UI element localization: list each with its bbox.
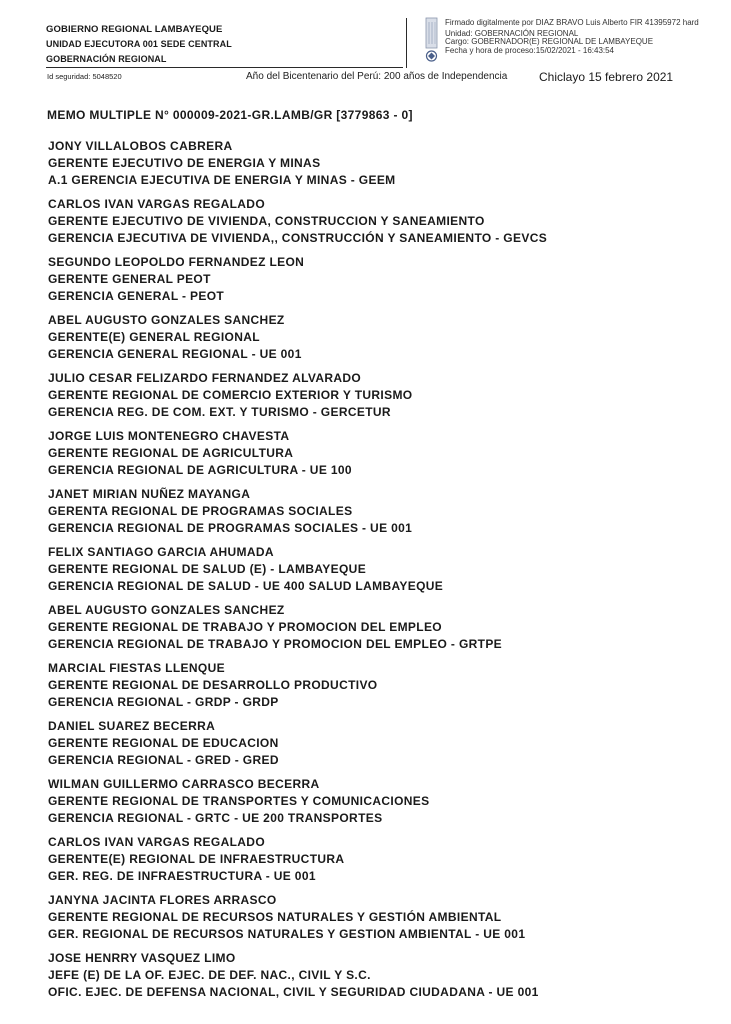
recipient-block: [48, 892, 728, 950]
recipient-position: GERENTE REGIONAL DE AGRICULTURA: [48, 446, 294, 460]
organization-header: [46, 22, 401, 67]
recipient-name: SEGUNDO LEOPOLDO FERNANDEZ LEON: [48, 255, 305, 269]
recipient-block: [48, 254, 728, 312]
document-date: Chiclayo 15 febrero 2021: [539, 70, 674, 84]
recipient-name: JONY VILLALOBOS CABRERA: [48, 139, 233, 153]
recipient-name: JANET MIRIAN NUÑEZ MAYANGA: [48, 487, 251, 501]
recipient-block: [48, 602, 728, 660]
recipient-block: [48, 486, 728, 544]
org-name: GOBIERNO REGIONAL LAMBAYEQUE: [46, 24, 223, 35]
recipient-position: GERENTE REGIONAL DE RECURSOS NATURALES Y GESTIÓN AMBIENTAL: [48, 910, 502, 924]
recipient-block: [48, 834, 728, 892]
recipient-unit: GERENCIA REGIONAL - GRED - GRED: [48, 753, 279, 767]
recipient-name: ABEL AUGUSTO GONZALES SANCHEZ: [48, 313, 285, 327]
recipient-position: JEFE (E) DE LA OF. EJEC. DE DEF. NAC., CIVIL Y S.C.: [48, 968, 371, 982]
recipient-position: GERENTE REGIONAL DE DESARROLLO PRODUCTIVO: [48, 678, 378, 692]
recipient-block: [48, 950, 728, 1008]
recipient-position: GERENTE REGIONAL DE TRABAJO Y PROMOCION DEL EMPLEO: [48, 620, 442, 634]
recipient-name: WILMAN GUILLERMO CARRASCO BECERRA: [48, 777, 320, 791]
signature-role: Cargo: GOBERNADOR(E) REGIONAL DE LAMBAYEQUE: [445, 37, 654, 47]
recipient-block: [48, 544, 728, 602]
recipient-unit: A.1 GERENCIA EJECUTIVA DE ENERGIA Y MINAS - GEEM: [48, 173, 396, 187]
recipient-unit: OFIC. EJEC. DE DEFENSA NACIONAL, CIVIL Y SEGURIDAD CIUDADANA - UE 001: [48, 985, 539, 999]
recipient-position: GERENTE EJECUTIVO DE VIVIENDA, CONSTRUCCION Y SANEAMIENTO: [48, 214, 485, 228]
recipient-unit: GER. REGIONAL DE RECURSOS NATURALES Y GESTION AMBIENTAL - UE 001: [48, 927, 526, 941]
year-motto: Año del Bicentenario del Perú: 200 años de Independencia: [246, 71, 508, 82]
header-divider: [46, 67, 403, 68]
signature-signer: Firmado digitalmente por DIAZ BRAVO Luis Alberto FIR 41395972 hard: [445, 19, 699, 27]
recipient-name: JANYNA JACINTA FLORES ARRASCO: [48, 893, 277, 907]
recipient-unit: GERENCIA REGIONAL DE SALUD - UE 400 SALUD LAMBAYEQUE: [48, 579, 444, 593]
recipient-unit: GER. REG. DE INFRAESTRUCTURA - UE 001: [48, 869, 316, 883]
recipient-position: GERENTE EJECUTIVO DE ENERGIA Y MINAS: [48, 156, 321, 170]
recipient-unit: GERENCIA REGIONAL DE TRABAJO Y PROMOCION DEL EMPLEO - GRTPE: [48, 637, 503, 651]
header-vertical-divider: [406, 18, 407, 68]
recipient-block: [48, 428, 728, 486]
signature-timestamp: Fecha y hora de proceso:15/02/2021 - 16:43:54: [445, 45, 615, 55]
recipient-position: GERENTE(E) REGIONAL DE INFRAESTRUCTURA: [48, 852, 345, 866]
recipient-name: DANIEL SUAREZ BECERRA: [48, 719, 216, 733]
recipient-name: CARLOS IVAN VARGAS REGALADO: [48, 835, 266, 849]
recipient-unit: GERENCIA REGIONAL DE PROGRAMAS SOCIALES - UE 001: [48, 521, 413, 535]
recipient-block: [48, 718, 728, 776]
recipient-position: GERENTE GENERAL PEOT: [48, 272, 211, 286]
recipient-position: GERENTE REGIONAL DE SALUD (E) - LAMBAYEQUE: [48, 562, 367, 576]
recipient-unit: GERENCIA EJECUTIVA DE VIVIENDA,, CONSTRUCCIÓN Y SANEAMIENTO - GEVCS: [48, 231, 548, 245]
recipient-block: [48, 370, 728, 428]
recipient-block: [48, 660, 728, 718]
recipient-position: GERENTE REGIONAL DE EDUCACION: [48, 736, 279, 750]
recipient-unit: GERENCIA REGIONAL - GRDP - GRDP: [48, 695, 279, 709]
recipient-block: [48, 138, 728, 196]
recipient-block: [48, 776, 728, 834]
recipient-name: ABEL AUGUSTO GONZALES SANCHEZ: [48, 603, 285, 617]
recipient-unit: GERENCIA GENERAL - PEOT: [48, 289, 225, 303]
digital-signature-seal-icon: [422, 16, 442, 64]
org-office: GOBERNACIÓN REGIONAL: [46, 54, 167, 64]
signature-unit: Unidad: GOBERNACIÓN REGIONAL: [445, 28, 579, 38]
recipient-name: FELIX SANTIAGO GARCIA AHUMADA: [48, 545, 274, 559]
security-id: Id seguridad: 5048520: [47, 72, 122, 81]
recipient-name: MARCIAL FIESTAS LLENQUE: [48, 661, 225, 675]
recipient-name: JULIO CESAR FELIZARDO FERNANDEZ ALVARADO: [48, 371, 362, 385]
recipient-list: [48, 138, 728, 1008]
digital-signature-block: [445, 19, 731, 55]
recipient-unit: GERENCIA REG. DE COM. EXT. Y TURISMO - GERCETUR: [48, 405, 391, 419]
recipient-unit: GERENCIA REGIONAL DE AGRICULTURA - UE 100: [48, 463, 352, 477]
recipient-block: [48, 312, 728, 370]
recipient-name: JORGE LUIS MONTENEGRO CHAVESTA: [48, 429, 290, 443]
org-unit: UNIDAD EJECUTORA 001 SEDE CENTRAL: [46, 39, 232, 49]
recipient-position: GERENTE(E) GENERAL REGIONAL: [48, 330, 260, 344]
recipient-unit: GERENCIA GENERAL REGIONAL - UE 001: [48, 347, 302, 361]
recipient-unit: GERENCIA REGIONAL - GRTC - UE 200 TRANSPORTES: [48, 811, 383, 825]
recipient-position: GERENTE REGIONAL DE COMERCIO EXTERIOR Y TURISMO: [48, 388, 413, 402]
memo-title: MEMO MULTIPLE N° 000009-2021-GR.LAMB/GR [3779863 - 0]: [47, 108, 413, 122]
recipient-position: GERENTE REGIONAL DE TRANSPORTES Y COMUNICACIONES: [48, 794, 430, 808]
recipient-name: CARLOS IVAN VARGAS REGALADO: [48, 197, 266, 211]
recipient-position: GERENTA REGIONAL DE PROGRAMAS SOCIALES: [48, 504, 353, 518]
recipient-name: JOSE HENRRY VASQUEZ LIMO: [48, 951, 236, 965]
recipient-block: [48, 196, 728, 254]
